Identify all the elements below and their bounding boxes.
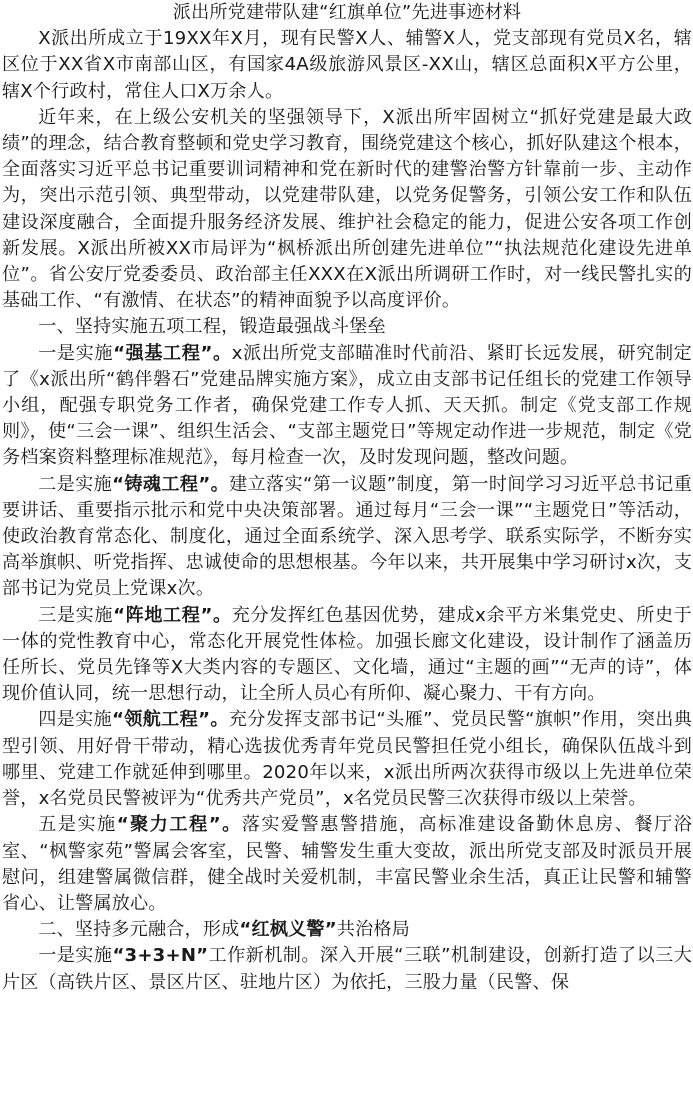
heading-tail: 共治格局 (336, 919, 410, 941)
intro-paragraph-1: X派出所成立于19XX年X月，现有民警X人、辅警X人，党支部现有党员X名，辖区位于XX省X市南部山区，有国家4A级旅游风景区-XX山，辖区总面积X平方公里，辖X个行政村，常住人口X万余人。 (2, 28, 692, 102)
item-emphasis: “聚力工程”。 (116, 814, 242, 836)
section-1-item-3 (2, 603, 692, 708)
item-text: 充分发挥支部书记“头雁”、党员民警“旗帜”作用，突出典型引领、用好骨干带动，精心选拔优秀青年党员民警担任党小组长，确保队伍战斗到哪里、党建工作就延伸到哪里。2020年以来，x派出所两次获得市级以上先进单位荣誉，x名党员民警被评为“优秀共产党员”，x名党员民警三次获得市级以上荣誉。 (2, 709, 693, 810)
item-lead: 一是实施 (38, 342, 114, 364)
intro-paragraph-2: 近年来，在上级公安机关的坚强领导下，X派出所牢固树立“抓好党建是最大政绩”的理念，结合教育整顿和党史学习教育，围绕党建这个核心，抓好队建这个根本，全面落实习近平总书记重要训词精神和党在新时代的建警治警方针靠前一步、主动作为，突出示范引领、典型带动，以党建带队建，以党务促警务，引领公安工作和队伍建设深度融合，全面提升服务经济发展、维护社会稳定的能力，促进公安各项工作创新发展。X派出所被XX市局评为“枫桥派出所创建先进单位”“执法规范化建设先进单位”。省公安厅党委委员、政治部主任XXX在X派出所调研工作时，对一线民警扎实的基础工作、“有激情、在状态”的精神面貌予以高度评价。 (2, 106, 692, 312)
item-emphasis: “3+3+N” (112, 945, 209, 967)
item-text: 工作新机制。深入开展“三联”机制建设，创新打造了以三大片区（高铁片区、景区片区、驻地片区）为依托，三股力量（民警、保 (2, 945, 692, 993)
item-lead: 四是实施 (38, 709, 113, 731)
item-emphasis: “强基工程”。 (113, 342, 232, 364)
item-text: x派出所党支部瞄准时代前沿、紧盯长远发展，研究制定了《x派出所“鹤伴磐石”党建品牌实施方案》，成立由支部书记任组长的党建工作领导小组，配强专职党务工作者，确保党建工作专人抓、天天抓。制定《党支部工作规则》，使“三会一课”、组织生活会、“支部主题党日”等规定动作进一步规范，制定《党务档案资料整理标准规范》，每月检查一次，及时发现问题，整改问题。 (2, 342, 692, 469)
document-title: 派出所党建带队建“红旗单位”先进事迹材料 (172, 2, 522, 23)
item-text: 落实爱警惠警措施，高标准建设备勤休息房、餐厅浴室、“枫警家苑”警属会客室，民警、辅警发生重大变故，派出所党支部及时派员开展慰问，组建警属微信群，健全战时关爱机制，丰富民警业余生活，真正让民警和辅警省心、让警属放心。 (2, 814, 692, 914)
section-1-item-4 (2, 707, 692, 812)
item-emphasis: “领航工程”。 (112, 709, 229, 731)
section-1-item-5 (2, 812, 692, 917)
heading-lead: 二、坚持多元融合，形成 (38, 919, 240, 941)
item-text: 充分发挥红色基因优势，建成x余平方米集党史、所史于一体的党性教育中心，常态化开展党性体检。加强长廊文化建设，设计制作了涵盖历任所长、党员先锋等X大类内容的专题区、文化墙，通过“主题的画”“无声的诗”，体现价值认同，统一思想行动，让全所人员心有所仰、凝心聚力、干有方向。 (2, 604, 692, 705)
item-lead: 一是实施 (38, 945, 113, 967)
item-text: 建立落实“第一议题”制度，第一时间学习习近平总书记重要讲话、重要指示批示和党中央决策部署。通过每月“三会一课”“主题党日”等活动，使政治教育常态化、制度化，通过全面系统学、深入思考学、联系实际学，不断夯实高举旗帜、听党指挥、忠诚使命的思想根基。今年以来，共开展集中学习研讨x次，支部书记为党员上党课x次。 (2, 473, 692, 600)
item-emphasis: “铸魂工程”。 (112, 473, 230, 495)
section-2-item-1 (2, 943, 692, 995)
section-1-item-1 (2, 341, 692, 472)
item-lead: 二是实施 (38, 473, 113, 495)
section-2-heading (2, 917, 692, 943)
item-lead: 三是实施 (38, 604, 114, 626)
section-1-item-2 (2, 472, 692, 603)
item-emphasis: “阵地工程”。 (113, 604, 232, 626)
heading-emphasis: “红枫义警” (239, 919, 337, 941)
section-1-heading: 一、坚持实施五项工程，锻造最强战斗堡垒 (38, 316, 386, 338)
item-lead: 五是实施 (38, 814, 117, 836)
